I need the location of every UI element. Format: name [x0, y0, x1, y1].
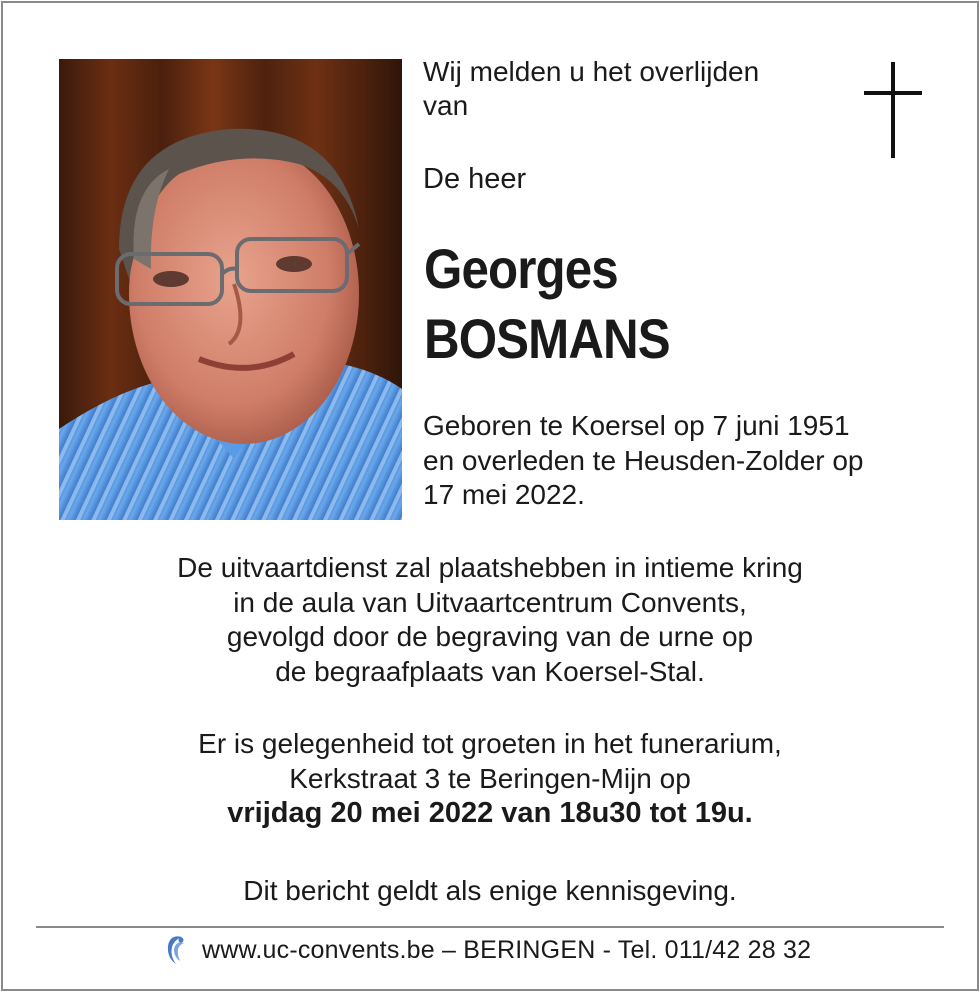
funeral-line: in de aula van Uitvaartcentrum Convents,: [233, 586, 747, 618]
cross-icon: [864, 62, 922, 158]
visitation-date: vrijdag 20 mei 2022 van 18u30 tot 19u.: [227, 797, 753, 829]
visitation-details: [40, 727, 940, 831]
intro-line: Wij melden u het overlijden: [423, 56, 760, 87]
details-line: 17 mei 2022.: [423, 479, 585, 510]
details-line: Geboren te Koersel op 7 juni 1951: [423, 410, 850, 441]
birth-death-details: [423, 409, 963, 513]
funeral-line: de begraafplaats van Koersel-Stal.: [275, 655, 705, 687]
intro-line: van: [423, 90, 469, 121]
footer: [162, 931, 811, 969]
funeral-details: [40, 551, 940, 689]
first-name: Georges: [424, 237, 618, 300]
funeral-line: De uitvaartdienst zal plaatshebben in intieme kring: [177, 552, 803, 583]
notice-text: Dit bericht geldt als enige kennisgeving.: [243, 875, 737, 906]
footer-contact: www.uc-convents.be – BERINGEN - Tel. 011/42 28 32: [202, 935, 812, 964]
deceased-name: [424, 234, 670, 374]
details-line: en overleden te Heusden-Zolder op: [423, 444, 864, 476]
funeral-line: gevolgd door de begraving van de urne op: [226, 621, 754, 652]
visitation-line: Kerkstraat 3 te Beringen-Mijn op: [289, 762, 691, 794]
intro-text: [423, 55, 843, 123]
visitation-line: Er is gelegenheid tot groeten in het funerarium,: [198, 728, 782, 759]
portrait-photo: [59, 59, 402, 520]
footer-divider: [36, 926, 944, 928]
honorific: De heer: [423, 163, 527, 195]
last-name: BOSMANS: [424, 307, 670, 370]
convents-logo-icon: [162, 932, 190, 968]
